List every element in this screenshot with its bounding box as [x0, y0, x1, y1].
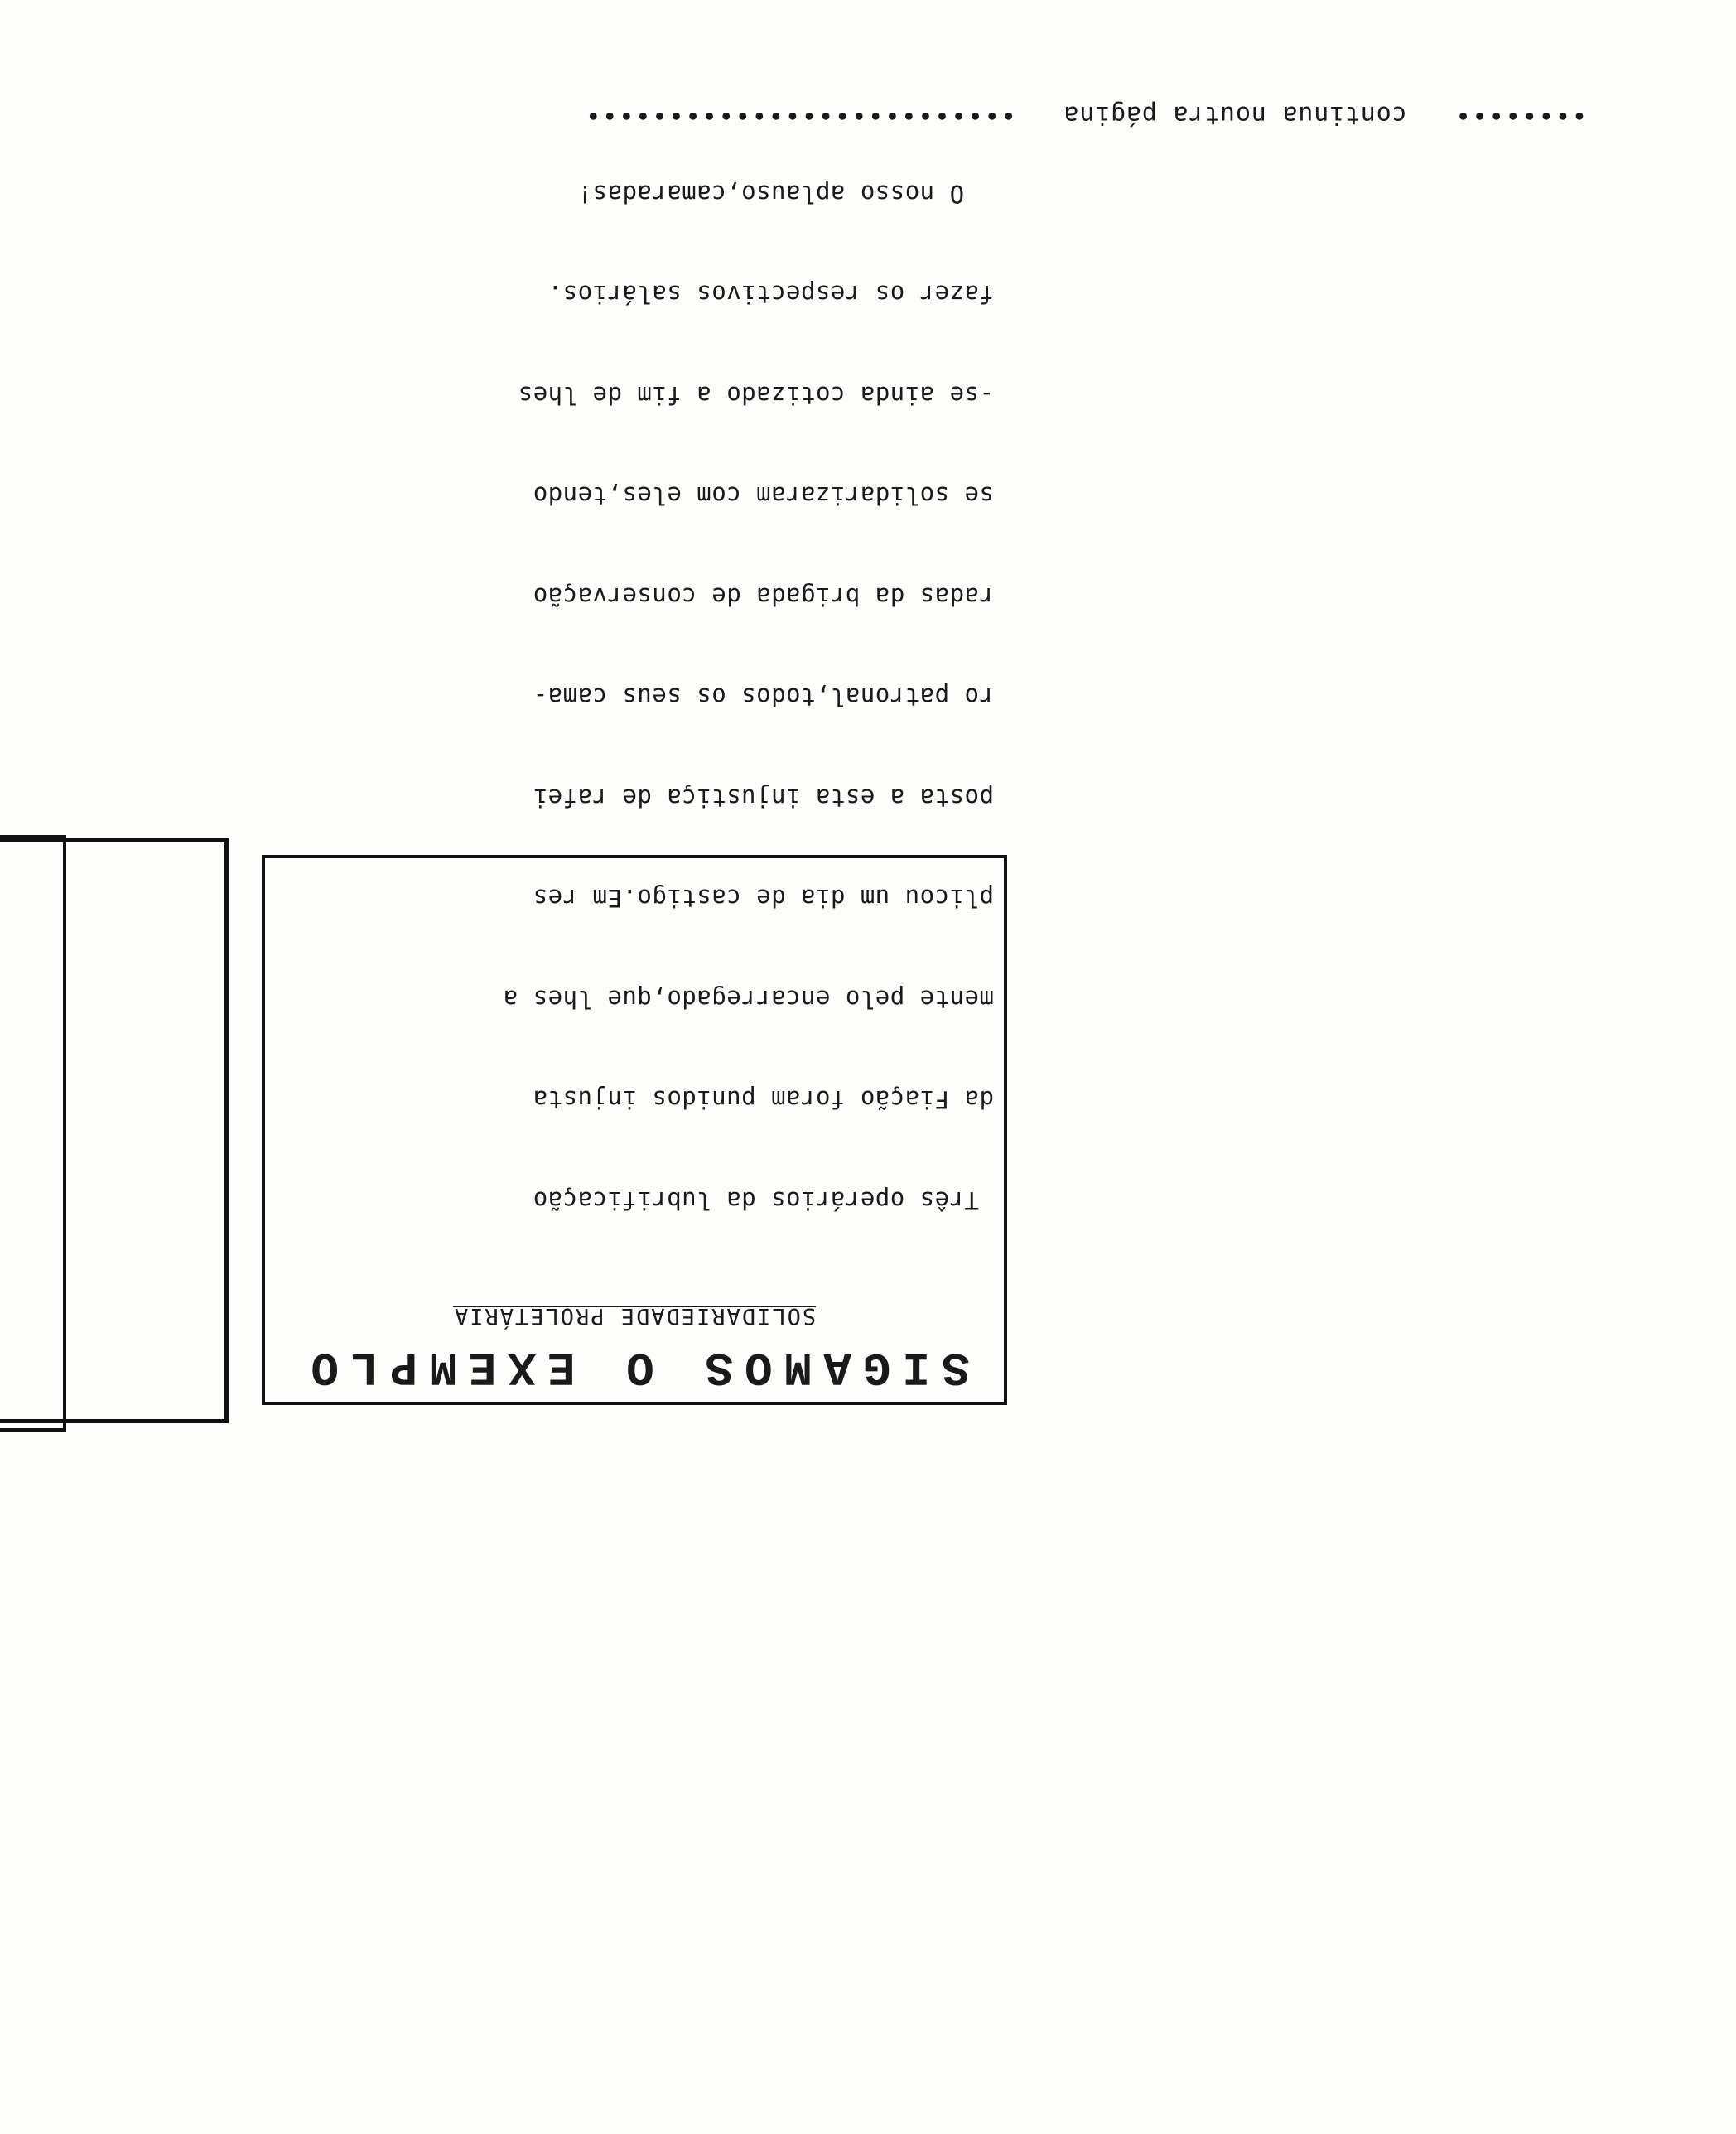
solidarity-box: [262, 180, 1007, 1405]
solidarity-box-subtitle: [265, 1303, 1004, 1329]
continuation-line: [584, 100, 1587, 129]
solidarity-subtitle-text: SOLIDARIEDADE PROLETÁRIA: [452, 1303, 817, 1329]
dots-left: ••••••••: [1454, 100, 1587, 129]
box-line: -se ainda cotizado a fim de lhes: [518, 381, 994, 409]
box-line: O nosso aplauso,camaradas!: [577, 180, 994, 208]
solidarity-box-title: SIGAMOS O EXEMPLO: [299, 1340, 970, 1393]
wall-of-shame-content: [0, 838, 229, 1423]
continuation-text: continua noutra página: [1063, 100, 1407, 129]
box-line: da Fiação foram punidos injusta: [533, 1085, 994, 1114]
box-line: Três operários da lubrificação: [533, 1186, 994, 1214]
box-line: posta a esta injustiça de rafei: [533, 784, 994, 812]
solidarity-box-body: [503, 110, 994, 1285]
box-line: fazer os respectivos salários.: [547, 280, 994, 309]
box-line: plicou um dia de castigo.Em res: [533, 884, 994, 913]
dots-right: ••••••••••••••••••••••••••: [584, 100, 1016, 129]
box-line: ro patronal,todos os seus cama-: [533, 683, 994, 712]
box-line: se solidarizaram com eles,tendo: [533, 481, 994, 510]
box-line: radas da brigada de conservação: [533, 582, 994, 611]
box-line: mente pelo encarregado,que lhes a: [503, 985, 994, 1013]
